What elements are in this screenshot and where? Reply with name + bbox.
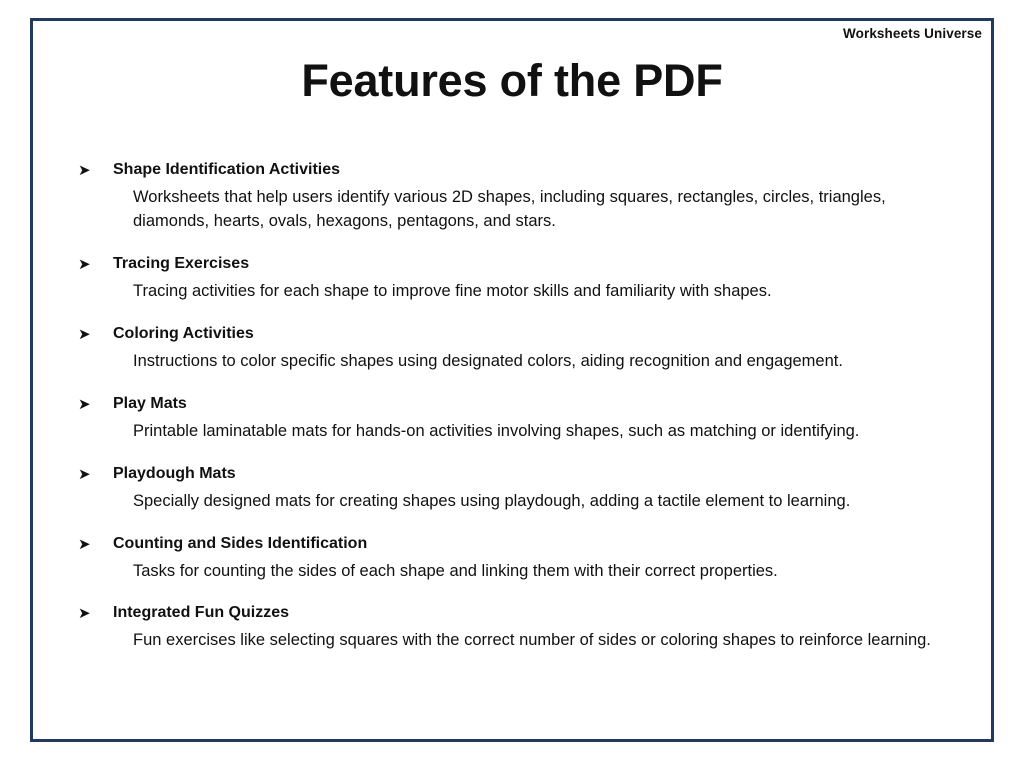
list-item	[75, 464, 965, 514]
feature-description: Worksheets that help users identify various 2D shapes, including squares, rectangles, circles, triangles, diamonds, hearts, ovals, hexagons, pentagons, and stars.	[133, 188, 886, 230]
feature-description: Specially designed mats for creating shapes using playdough, adding a tactile element to learning.	[133, 491, 851, 510]
feature-description: Tracing activities for each shape to improve fine motor skills and familiarity with shapes.	[133, 281, 772, 300]
feature-description: Instructions to color specific shapes using designated colors, aiding recognition and engagement.	[133, 351, 843, 370]
arrow-bullet-icon: ➤	[78, 604, 91, 623]
list-item	[75, 394, 965, 444]
arrow-bullet-icon: ➤	[78, 534, 91, 553]
feature-heading: Playdough Mats	[113, 464, 236, 482]
arrow-bullet-icon: ➤	[78, 161, 91, 179]
feature-heading: Integrated Fun Quizzes	[113, 604, 290, 622]
feature-heading: Play Mats	[113, 394, 187, 412]
feature-description: Fun exercises like selecting squares with the correct number of sides or coloring shapes to reinforce learning.	[133, 631, 931, 650]
list-item	[75, 160, 965, 234]
feature-heading: Counting and Sides Identification	[113, 534, 368, 552]
feature-heading: Coloring Activities	[113, 324, 254, 342]
brand-label: Worksheets Universe	[843, 26, 982, 41]
list-item	[75, 603, 965, 653]
feature-description: Tasks for counting the sides of each shape and linking them with their correct properties.	[133, 561, 778, 580]
list-item	[75, 534, 965, 584]
list-item	[75, 254, 965, 304]
feature-heading: Tracing Exercises	[113, 254, 250, 272]
arrow-bullet-icon: ➤	[78, 324, 91, 343]
feature-list	[75, 160, 965, 653]
arrow-bullet-icon: ➤	[78, 464, 91, 483]
arrow-bullet-icon: ➤	[78, 394, 91, 413]
list-item	[75, 324, 965, 374]
arrow-bullet-icon: ➤	[78, 254, 91, 273]
page-title: Features of the PDF	[301, 55, 723, 106]
feature-heading: Shape Identification Activities	[113, 161, 341, 178]
feature-description: Printable laminatable mats for hands-on activities involving shapes, such as matching or identifying.	[133, 421, 860, 440]
